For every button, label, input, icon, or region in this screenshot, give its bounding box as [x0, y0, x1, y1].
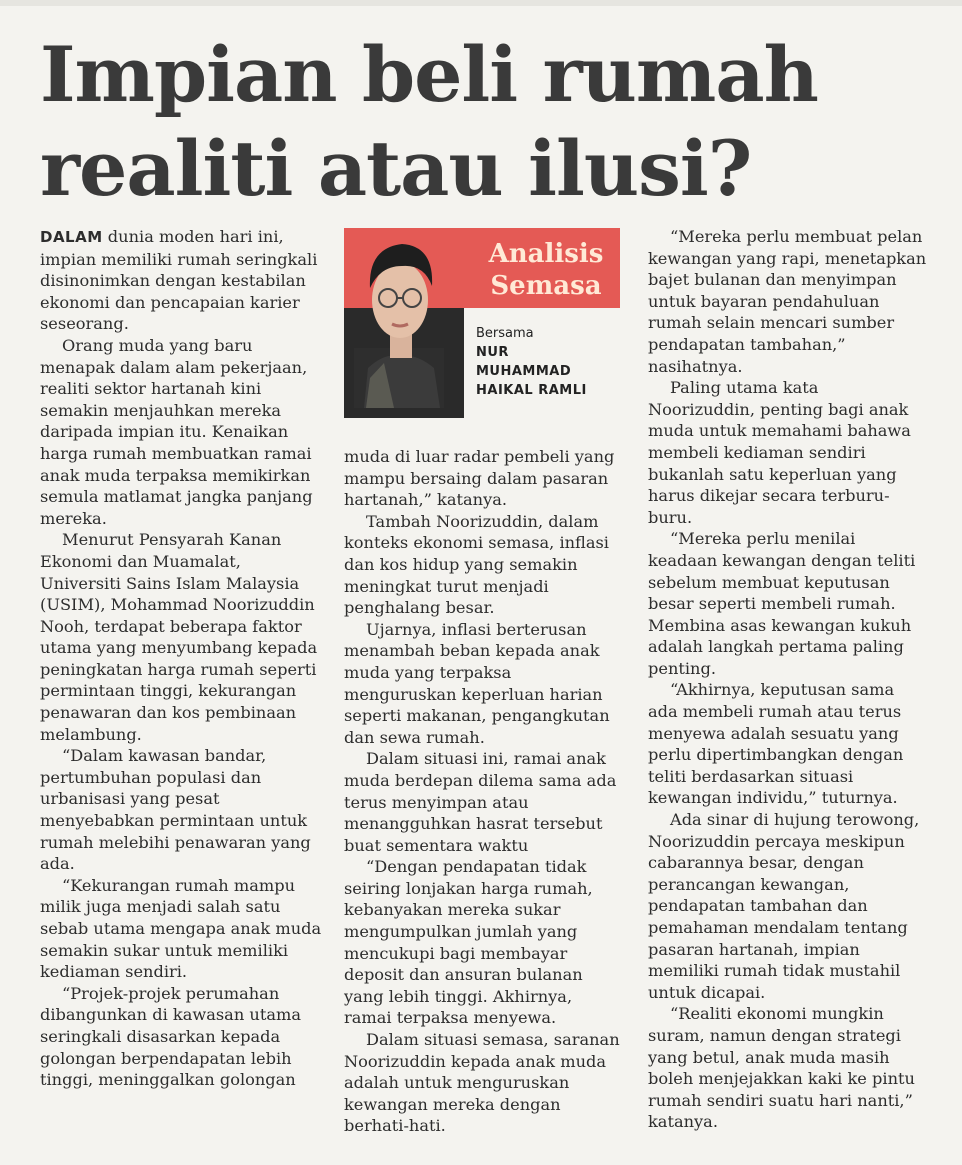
article-paragraph: “Mereka perlu menilai keadaan kewangan dengan teliti sebelum membuat keputusan besar seperti membeli rumah. Membina asas kewangan kukuh adalah langkah pertama paling penting.	[648, 529, 916, 678]
byline	[476, 324, 616, 400]
article-paragraph: “Mereka perlu membuat pelan kewangan yang rapi, menetapkan bajet bulanan dan menyimpan untuk bayaran pendahuluan rumah selain mencari sumber pendapatan tambahan,” nasihatnya.	[648, 227, 927, 376]
headline	[40, 28, 920, 216]
article-column-1	[40, 226, 322, 1091]
article-paragraph: “Kekurangan rumah mampu milik juga menjadi salah satu sebab utama mengapa anak muda semakin sukar untuk memiliki kediaman sendiri.	[40, 875, 322, 982]
article-paragraph: “Projek-projek perumahan dibangunkan di kawasan utama seringkali disasarkan kepada golongan berpendapatan lebih tinggi, meninggalkan golongan	[40, 983, 301, 1090]
lead-word: DALAM	[40, 228, 103, 246]
article-paragraph: Menurut Pensyarah Kanan Ekonomi dan Muamalat, Universiti Sains Islam Malaysia (USIM), Mohammad Noorizuddin Nooh, terdapat beberapa faktor utama yang menyumbang kepada peningkatan harga rumah seperti permintaan tinggi, kekurangan penawaran dan kos pembinaan melambung.	[40, 530, 318, 744]
columnist-box	[344, 228, 620, 418]
article-paragraph: Dalam situasi ini, ramai anak muda berdepan dilema sama ada terus menyimpan atau menangguhkan hasrat tersebut buat sementara waktu	[344, 749, 617, 855]
article-paragraph	[40, 226, 322, 335]
article-column-2	[344, 446, 624, 1137]
columnist-photo	[354, 228, 444, 408]
author-name-line-2: MUHAMMAD	[476, 364, 572, 379]
article-paragraph: Dalam situasi semasa, saranan Noorizuddin kepada anak muda adalah untuk menguruskan kewangan mereka dengan berhati-hati.	[344, 1030, 620, 1136]
article-paragraph: Ada sinar di hujung terowong, Noorizuddin percaya meskipun cabarannya besar, dengan perancangan kewangan, pendapatan tambahan dan pemahaman mendalam tentang pasaran hartanah, impian memiliki rumah tidak mustahil untuk dicapai.	[648, 810, 920, 1002]
article-paragraph: Ujarnya, inflasi berterusan menambah beban kepada anak muda yang terpaksa menguruskan keperluan harian seperti makanan, pengangkutan dan sewa rumah.	[344, 619, 610, 747]
section-title-line-1: Analisis	[488, 239, 604, 269]
article-paragraph: Orang muda yang baru menapak dalam alam pekerjaan, realiti sektor hartanah kini semakin menjauhkan mereka daripada impian itu. Kenaikan harga rumah membuatkan ramai anak muda terpaksa memikirkan semula matlamat jangka panjang mereka.	[40, 335, 313, 528]
article-paragraph: “Akhirnya, keputusan sama ada membeli rumah atau terus menyewa adalah sesuatu yang perlu dipertimbangkan dengan teliti berdasarkan situasi kewangan individu,” tuturnya.	[648, 680, 904, 808]
article-paragraph: Tambah Noorizuddin, dalam konteks ekonomi semasa, inflasi dan kos hidup yang semakin meningkat turut menjadi penghalang besar.	[344, 511, 609, 618]
article-column-3	[648, 226, 928, 1133]
article-paragraph: Paling utama kata Noorizuddin, penting bagi anak muda untuk memahami bahawa membeli kediaman sendiri bukanlah satu keperluan yang harus dikejar secara terburu-buru.	[648, 378, 911, 527]
headline-line-1: Impian beli rumah	[40, 30, 818, 119]
lead-paragraph-text: dunia moden hari ini, impian memiliki rumah seringkali disinonimkan dengan kestabilan ekonomi dan pencapaian karier seseorang.	[40, 227, 318, 334]
section-title	[476, 238, 616, 302]
article-paragraph: “Dengan pendapatan tidak seiring lonjakan harga rumah, kebanyakan mereka sukar mengumpulkan jumlah yang mencukupi bagi membayar deposit dan ansuran bulanan yang lebih tinggi. Akhirnya, ramai terpaksa menyewa.	[344, 857, 593, 1028]
byline-prefix: Bersama	[476, 326, 534, 341]
author-name-line-3: HAIKAL RAMLI	[476, 383, 587, 398]
article-paragraph: “Dalam kawasan bandar, pertumbuhan populasi dan urbanisasi yang pesat menyebabkan permintaan untuk rumah melebihi penawaran yang ada.	[40, 746, 311, 874]
article-paragraph: muda di luar radar pembeli yang mampu bersaing dalam pasaran hartanah,” katanya.	[344, 447, 615, 510]
article-paragraph: “Realiti ekonomi mungkin suram, namun dengan strategi yang betul, anak muda masih boleh menjejakkan kaki ke pintu rumah sendiri suatu hari nanti,” katanya.	[648, 1004, 915, 1132]
section-title-line-2: Semasa	[490, 271, 602, 301]
author-name-line-1: NUR	[476, 345, 509, 360]
headline-line-2: realiti atau ilusi?	[40, 124, 752, 213]
